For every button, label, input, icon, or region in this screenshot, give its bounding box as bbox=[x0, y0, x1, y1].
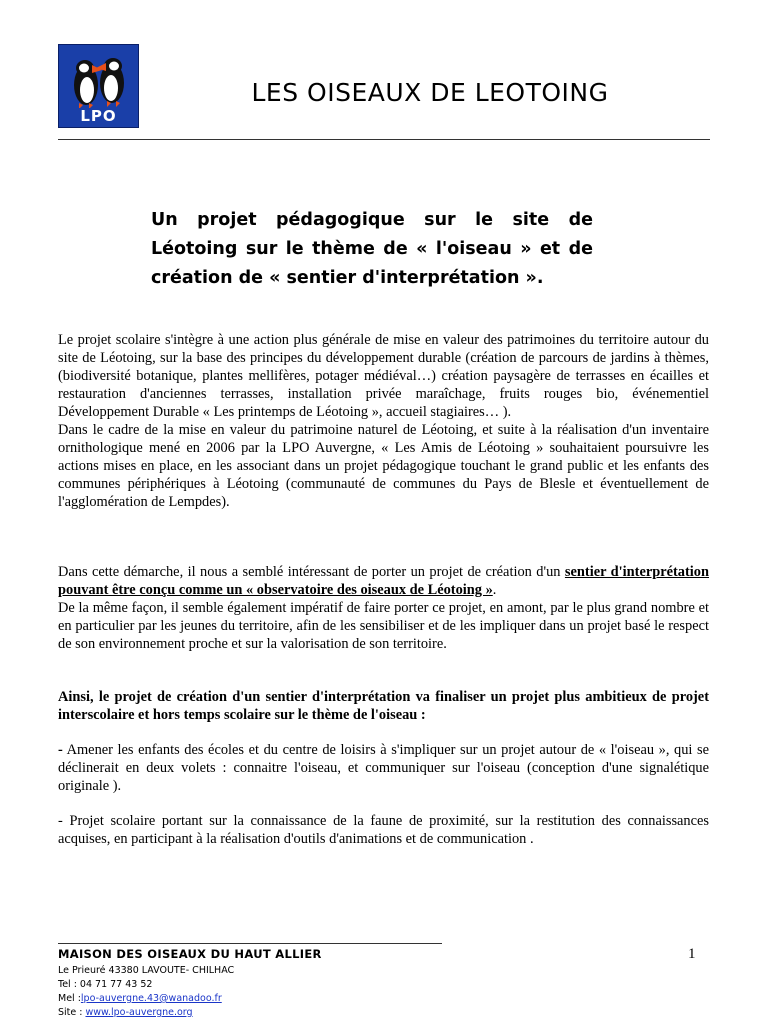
paragraph-bullet-children bbox=[58, 741, 709, 795]
logo-text: LPO bbox=[80, 107, 117, 125]
approach-text: Dans cette démarche, il nous a semblé intéressant de porter un projet de création d'un bbox=[58, 564, 565, 580]
lpo-logo bbox=[58, 44, 139, 128]
bullet-dash: - bbox=[58, 742, 63, 758]
footer-email bbox=[58, 993, 222, 1004]
bullet-children-text: Amener les enfants des écoles et du centre de loisirs à s'impliquer sur un projet autour de « l'oiseau », qui se déclinerait en deux volets : connaitre l'oiseau, et communiquer sur l'oiseau (conception d'une signalétique originale ). bbox=[58, 742, 709, 794]
page-number: 1 bbox=[688, 946, 696, 962]
header-divider bbox=[58, 139, 710, 140]
paragraph-youth-involvement: De la même façon, il semble également impératif de faire porter ce projet, en amont, par le plus grand nombre et en particulier par les jeunes du territoire, afin de les sensibiliser et de les impliquer dans un projet basé le respect de son environnement proche et sur la valorisation de son territoire. bbox=[58, 600, 709, 652]
page-title: LES OISEAUX DE LEOTOING bbox=[251, 78, 609, 107]
footer-website bbox=[58, 1007, 193, 1018]
paragraph-approach bbox=[58, 563, 709, 599]
document-subtitle: Un projet pédagogique sur le site de Léotoing sur le thème de « l'oiseau » et de création de « sentier d'interprétation ». bbox=[151, 210, 593, 288]
approach-emphasis: sentier d'interprétation pouvant être conçu comme un « observatoire des oiseaux de Léotoing » bbox=[58, 564, 709, 598]
approach-end: . bbox=[492, 582, 497, 598]
paragraph-bullet-school: - Projet scolaire portant sur la connaissance de la faune de proximité, sur la restitution des connaissances acquises, en participant à la réalisation d'outils d'animations et de communication . bbox=[58, 813, 709, 847]
footer-email-link[interactable]: lpo-auvergne.43@wanadoo.fr bbox=[80, 993, 222, 1004]
footer-email-label: Mel : bbox=[58, 993, 81, 1004]
footer-divider bbox=[58, 943, 442, 944]
footer-organization: MAISON DES OISEAUX DU HAUT ALLIER bbox=[58, 947, 322, 961]
footer-phone: Tel : 04 71 77 43 52 bbox=[58, 979, 153, 990]
paragraph-natural-heritage: Dans le cadre de la mise en valeur du patrimoine naturel de Léotoing, et suite à la réalisation d'un inventaire ornithologique mené en 2006 par la LPO Auvergne, « Les Amis de Léotoing » souhaitaient poursuivre les actions mises en place, en les associant dans un projet pédagogique touchant le grand public et les enfants des communes périphériques à Léotoing (communauté de communes du Pays de Blesle et éventuellement de l'agglomération de Lempdes). bbox=[58, 422, 709, 510]
footer-website-link[interactable]: www.lpo-auvergne.org bbox=[85, 1007, 193, 1018]
approach-section bbox=[58, 563, 709, 653]
paragraph-ambition: Ainsi, le projet de création d'un sentier d'interprétation va finaliser un projet plus ambitieux de projet interscolaire et hors temps scolaire sur le thème de l'oiseau : bbox=[58, 689, 709, 723]
intro-section bbox=[58, 331, 709, 511]
footer-website-label: Site : bbox=[58, 1007, 86, 1018]
footer-address: Le Prieuré 43380 LAVOUTE- CHILHAC bbox=[58, 965, 235, 976]
paragraph-project-context: Le projet scolaire s'intègre à une action plus générale de mise en valeur des patrimoines du territoire autour du site de Léotoing, sur la base des principes du développement durable (création de parcours de jardins à thèmes, (biodiversité botanique, plantes mellifères, potager médiéval…) création paysagère de terrasses en écailles et restauration d'anciennes terrasses, installation privée maraîchage, fruits rouges bio, événementiel Développement Durable « Les printemps de Léotoing », accueil stagiaires… ). bbox=[58, 332, 709, 420]
